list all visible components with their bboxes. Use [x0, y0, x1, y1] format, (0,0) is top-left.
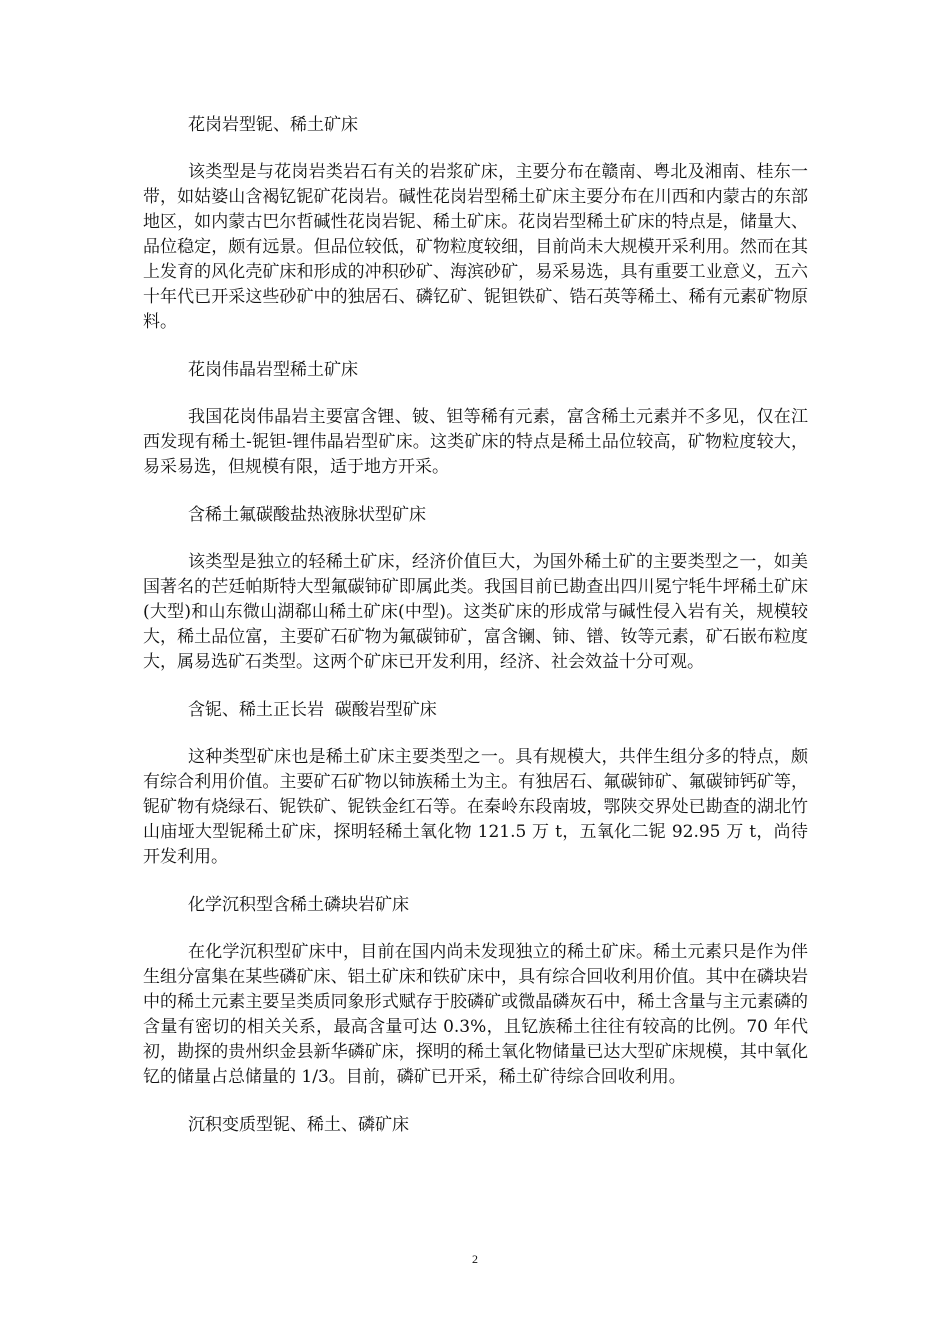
section-heading: 花岗伟晶岩型稀土矿床: [188, 360, 358, 380]
section-heading: 沉积变质型铌、稀土、磷矿床: [188, 1115, 409, 1135]
section-paragraph: 我国花岗伟晶岩主要富含锂、铍、钽等稀有元素，富含稀土元素并不多见，仅在江西发现有稀土-铌钽-锂伟晶岩型矿床。这类矿床的特点是稀土品位较高，矿物粒度较大，易采易选，但规模有限，适于地方开采。: [143, 407, 808, 477]
section-paragraph: 在化学沉积型矿床中，目前在国内尚未发现独立的稀土矿床。稀土元素只是作为伴生组分富集在某些磷矿床、铝土矿床和铁矿床中，具有综合回收利用价值。其中在磷块岩中的稀土元素主要呈类质同象形式赋存于胶磷矿或微晶磷灰石中，稀土含量与主元素磷的含量有密切的相关关系，最高含量可达 0.3%，且钇族稀土往往有较高的比例。70 年代初，勘探的贵州织金县新华磷矿床，探明的稀土氧化物储量已达大型矿床规模，其中氧化钇的储量占总储量的 1/3。目前，磷矿已开采，稀土矿待综合回收利用。: [143, 942, 808, 1087]
section-heading: 花岗岩型铌、稀土矿床: [188, 115, 358, 135]
section-paragraph: 该类型是独立的轻稀土矿床，经济价值巨大，为国外稀土矿的主要类型之一，如美国著名的芒廷帕斯特大型氟碳铈矿即属此类。我国目前已勘查出四川冕宁牦牛坪稀土矿床(大型)和山东微山湖郗山稀土矿床(中型)。这类矿床的形成常与碱性侵入岩有关，规模较大，稀土品位富，主要矿石矿物为氟碳铈矿，富含镧、铈、镨、钕等元素，矿石嵌布粒度大，属易选矿石类型。这两个矿床已开发利用，经济、社会效益十分可观。: [143, 552, 808, 672]
document-body: [143, 112, 808, 1160]
section-paragraph: 该类型是与花岗岩类岩石有关的岩浆矿床，主要分布在赣南、粤北及湘南、桂东一带，如姑婆山含褐钇铌矿花岗岩。碱性花岗岩型稀土矿床主要分布在川西和内蒙古的东部地区，如内蒙古巴尔哲碱性花岗岩铌、稀土矿床。花岗岩型稀土矿床的特点是，储量大、品位稳定，颇有远景。但品位较低，矿物粒度较细，目前尚未大规模开采利用。然而在其上发育的风化壳矿床和形成的冲积砂矿、海滨砂矿，易采易选，具有重要工业意义，五六十年代已开采这些砂矿中的独居石、磷钇矿、铌钽铁矿、锆石英等稀土、稀有元素矿物原料。: [143, 162, 808, 332]
section-heading: 含稀土氟碳酸盐热液脉状型矿床: [188, 505, 426, 525]
section-paragraph: 这种类型矿床也是稀土矿床主要类型之一。具有规模大，共伴生组分多的特点，颇有综合利用价值。主要矿石矿物以铈族稀土为主。有独居石、氟碳铈矿、氟碳铈钙矿等，铌矿物有烧绿石、铌铁矿、铌铁金红石等。在秦岭东段南坡，鄂陕交界处已勘查的湖北竹山庙垭大型铌稀土矿床，探明轻稀土氧化物 121.5 万 t，五氧化二铌 92.95 万 t，尚待开发利用。: [143, 747, 808, 867]
section-heading: 化学沉积型含稀土磷块岩矿床: [188, 895, 409, 915]
page-number: 2: [472, 1252, 478, 1266]
section-heading: 含铌、稀土正长岩 碳酸岩型矿床: [188, 700, 437, 720]
